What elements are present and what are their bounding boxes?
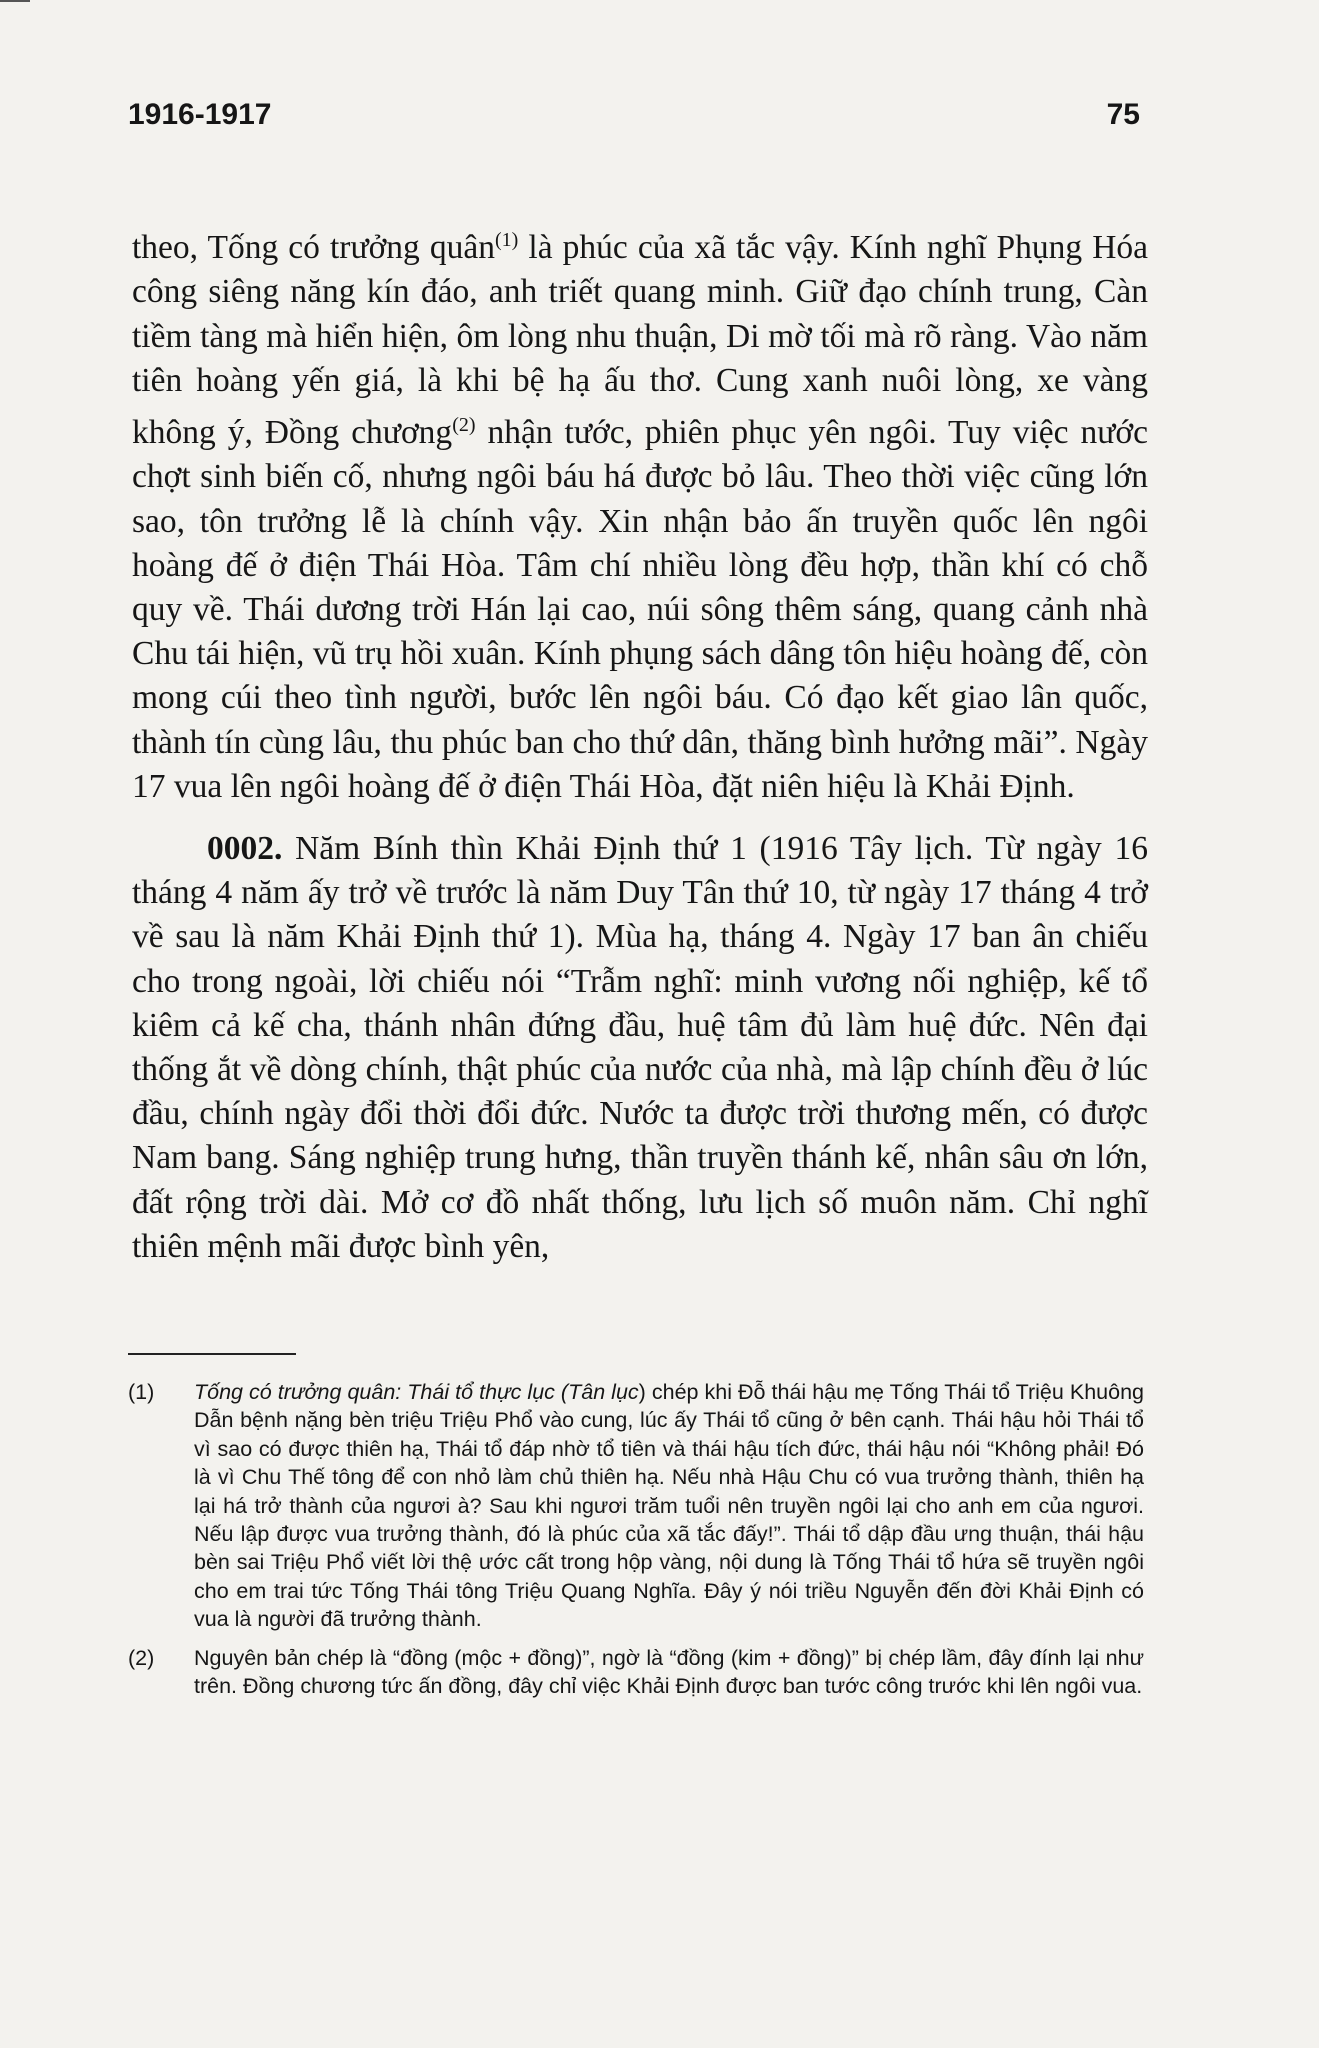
paragraph-2-text: Năm Bính thìn Khải Định thứ 1 (1916 Tây lịch. Từ ngày 16 tháng 4 năm ấy trở về trước là năm Duy Tân thứ 10, từ ngày 17 tháng 4 trở về sau là năm Khải Định thứ 1). Mùa hạ, tháng 4. Ngày 17 ban ân chiếu cho trong ngoài, lời chiếu nói “Trẫm nghĩ: minh vương nối nghiệp, kế tổ kiêm cả kế cha, thánh nhân đứng đầu, huệ tâm đủ làm huệ đức. Nên đại thống ắt về dòng chính, thật phúc của nước của nhà, mà lập chính đều ở lúc đầu, chính ngày đổi thời đổi đức. Nước ta được trời thương mến, có được Nam bang. Sáng nghiệp trung hưng, thần truyền thánh kế, nhân sâu ơn lớn, đất rộng trời dài. Mở cơ đồ nhất thống, lưu lịch số muôn năm. Chỉ nghĩ thiên mệnh mãi được bình yên, xyxy=(132,829,1148,1265)
entry-number: 0002. xyxy=(207,829,283,867)
scan-mark xyxy=(0,0,30,8)
footnote-text xyxy=(194,1378,1144,1634)
footnote-number: (2) xyxy=(128,1645,155,1670)
footnote-term: Tống có trưởng quân xyxy=(194,1380,396,1404)
footnote-number: (1) xyxy=(128,1380,155,1404)
footnote-text: Nguyên bản chép là “đồng (mộc + đồng)”, ngờ là “đồng (kim + đồng)” bị chép lầm, đây đính lại như trên. Đồng chương tức ấn đồng, đây chỉ việc Khải Định được ban tước công trước khi lên ngôi vua. xyxy=(194,1645,1144,1699)
footnote-ref-2: (2) xyxy=(452,413,476,436)
footnote-2 xyxy=(128,1644,1144,1701)
footnotes xyxy=(128,1378,1144,1700)
paragraph-1-part-2: là phúc của xã tắc vậy. Kính nghĩ Phụng Hóa công siêng năng kín đáo, anh triết quang minh. Giữ đạo chính trung, Càn tiềm tàng mà hiển hiện, ôm lòng nhu thuận, Di mờ tối mà rõ ràng. Vào năm tiên hoàng yến giá, là khi bệ hạ ấu thơ. Cung xanh nuôi lòng, xe vàng không ý, Đồng chương xyxy=(132,229,1149,452)
footnote-source-ref: Tân lục xyxy=(568,1380,639,1404)
paragraph-2 xyxy=(132,827,1148,1269)
footnote-text-part-1: : Thái tổ thực lục ( xyxy=(395,1380,569,1404)
main-text xyxy=(132,218,1148,1269)
footnote-ref-1: (1) xyxy=(495,229,519,251)
footnote-separator xyxy=(128,1353,296,1355)
footnote-1 xyxy=(128,1378,1144,1634)
header-year-range: 1916-1917 xyxy=(128,98,272,131)
paragraph-1-part-1: theo, Tống có trưởng quân xyxy=(132,229,495,267)
page-number: 75 xyxy=(1106,98,1140,131)
paragraph-1-part-3: nhận tước, phiên phục yên ngôi. Tuy việc nước chợt sinh biến cố, nhưng ngôi báu há được bỏ lâu. Theo thời việc cũng lớn sao, tôn trưởng lễ là chính vậy. Xin nhận bảo ấn truyền quốc lên ngôi hoàng đế ở điện Thái Hòa. Tâm chí nhiều lòng đều hợp, thần khí có chỗ quy về. Thái dương trời Hán lại cao, núi sông thêm sáng, quang cảnh nhà Chu tái hiện, vũ trụ hồi xuân. Kính phụng sách dâng tôn hiệu hoàng đế, còn mong cúi theo tình người, bước lên ngôi báu. Có đạo kết giao lân quốc, thành tín cùng lâu, thu phúc ban cho thứ dân, thăng bình hưởng mãi”. Ngày 17 vua lên ngôi hoàng đế ở điện Thái Hòa, đặt niên hiệu là Khải Định. xyxy=(132,414,1148,805)
paragraph-1 xyxy=(132,218,1148,809)
footnote-text-part-2: ) chép khi Đỗ thái hậu mẹ Tống Thái tổ Triệu Khuông Dẫn bệnh nặng bèn triệu Triệu Phổ vào cung, lúc ấy Thái tổ cũng ở bên cạnh. Thái hậu hỏi Thái tổ vì sao có được thiên hạ, Thái tổ đáp nhờ tổ tiên và thái hậu tích đức, thái hậu nói “Không phải! Đó là vì Chu Thế tông để con nhỏ làm chủ thiên hạ. Nếu nhà Hậu Chu có vua trưởng thành, thiên hạ lại há trở thành của ngươi à? Sau khi ngươi trăm tuổi nên truyền ngôi lại cho anh em của ngươi. Nếu lập được vua trưởng thành, đó là phúc của xã tắc đấy!”. Thái tổ dập đầu ưng thuận, thái hậu bèn sai Triệu Phổ viết lời thệ ước cất trong hộp vàng, nội dung là Tống Thái tổ hứa sẽ truyền ngôi cho em trai tức Tống Thái tông Triệu Quang Nghĩa. Đây ý nói triều Nguyễn đến đời Khải Định có vua là người đã trưởng thành. xyxy=(194,1380,1144,1632)
running-header xyxy=(128,98,1140,138)
